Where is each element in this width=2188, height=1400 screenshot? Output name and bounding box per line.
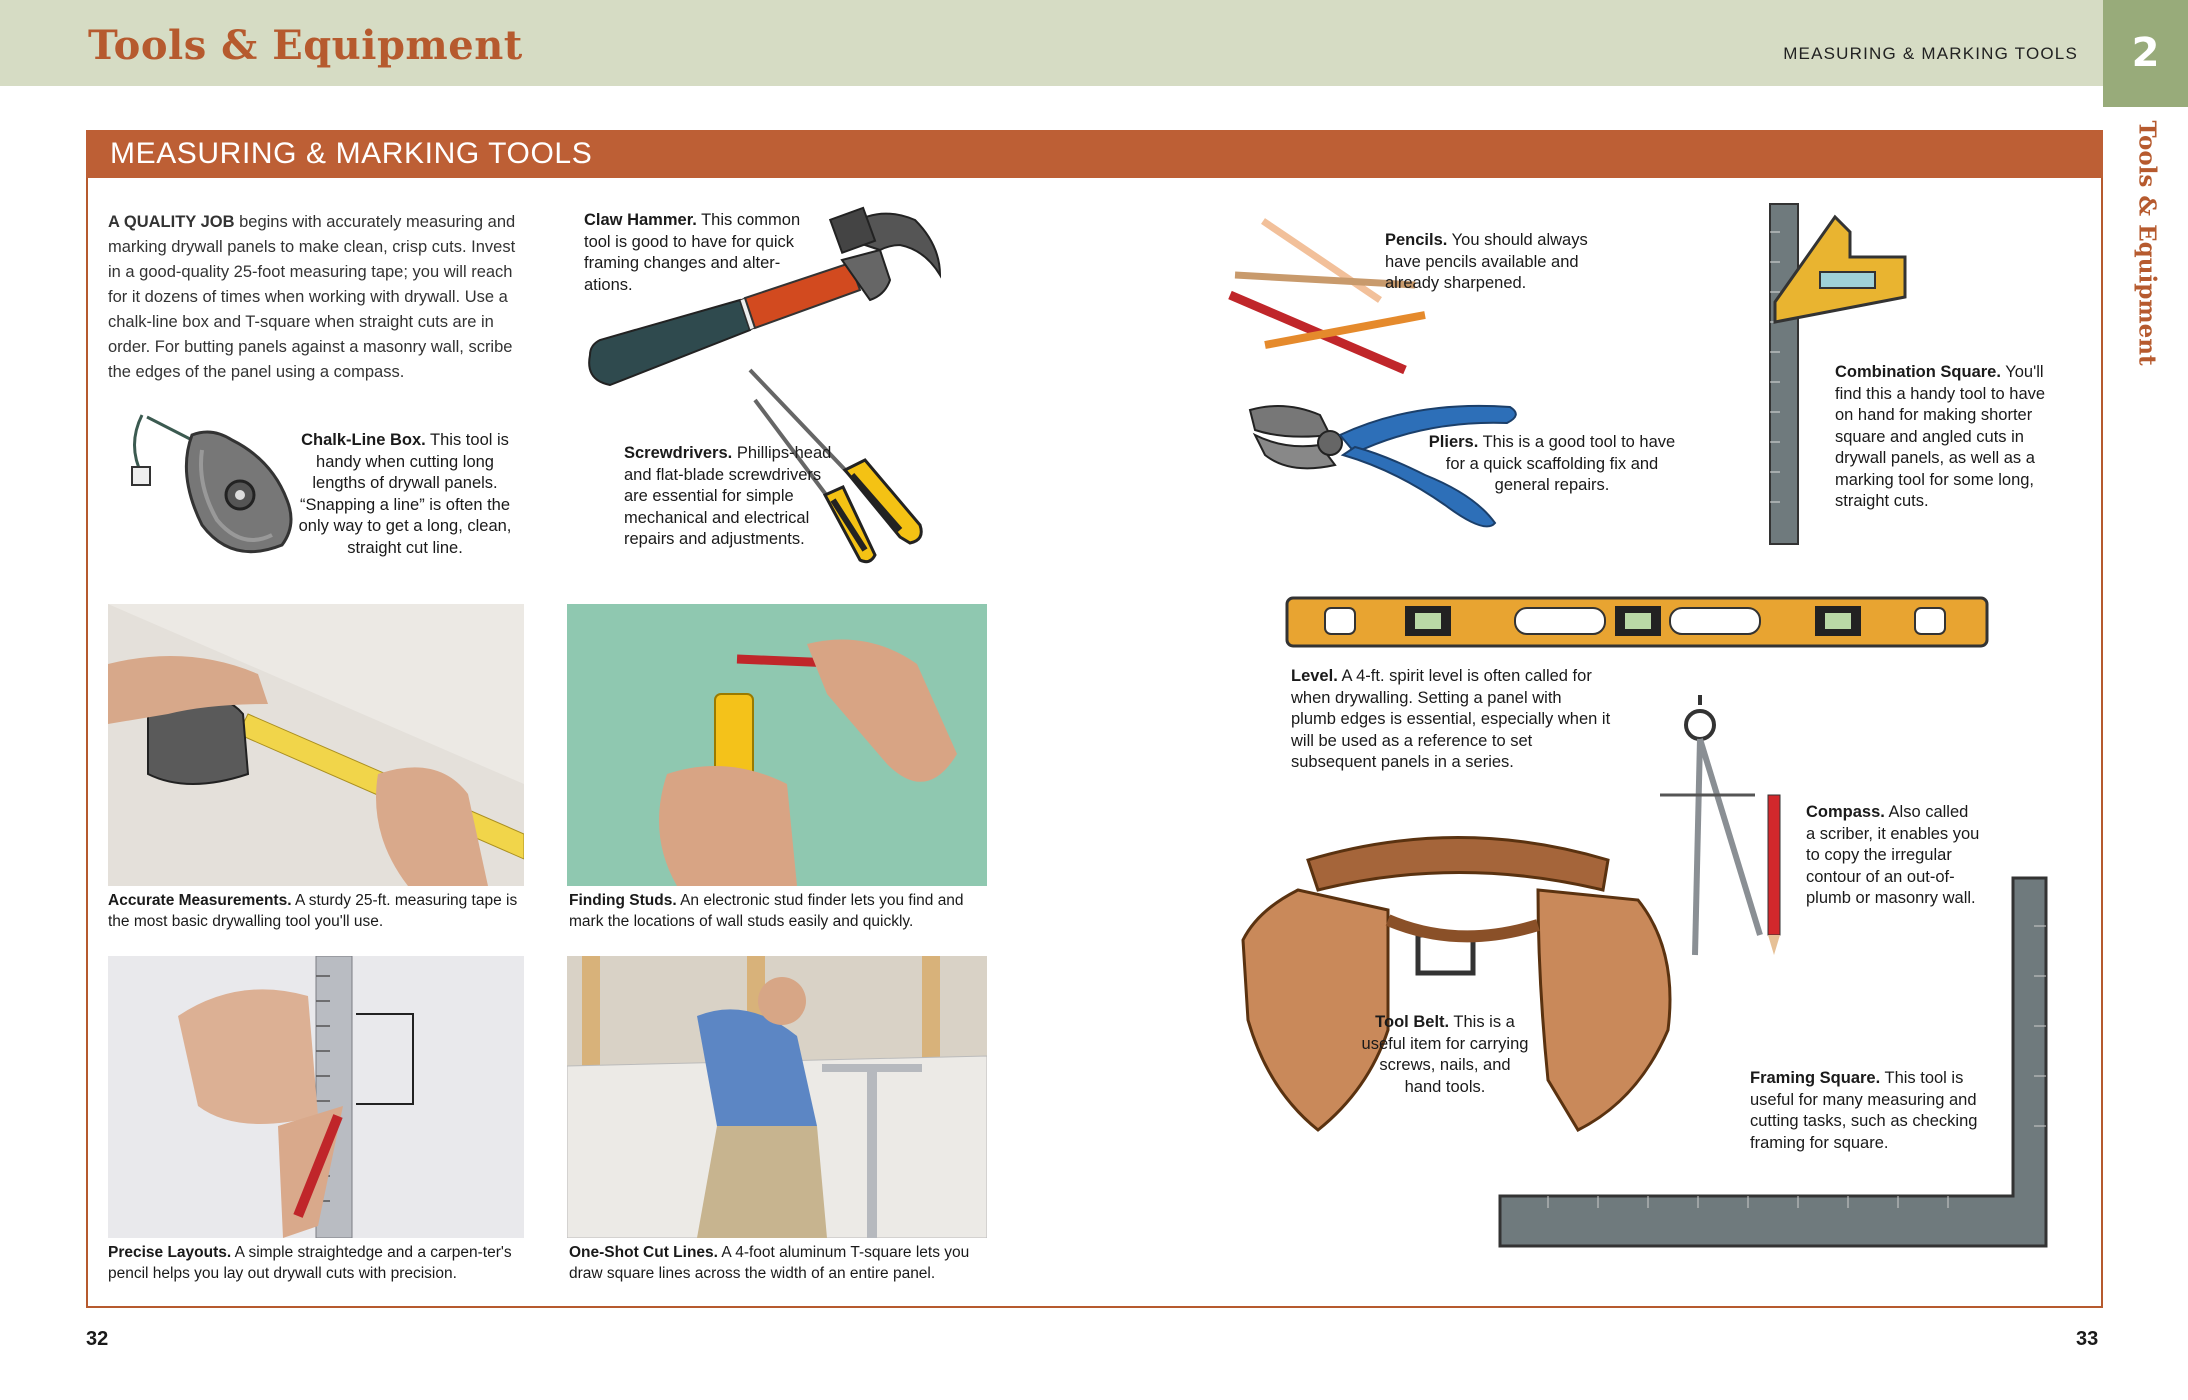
level-illustration <box>1285 596 1990 648</box>
caption-one-shot-cut-lines-title: One-Shot Cut Lines. <box>569 1244 718 1261</box>
framing-square-illustration <box>1498 876 2048 1248</box>
book-title: Tools & Equipment <box>88 22 523 69</box>
framing-square-text <box>1750 1068 1990 1154</box>
chalk-line-box-desc: This tool is handy when cutting long lengths of drywall panels. “Snapping a line” is often the only way to get a long, clean, straight cut line. <box>298 431 512 557</box>
tool-belt-name: Tool Belt. <box>1375 1013 1450 1031</box>
caption-one-shot-cut-lines <box>569 1242 999 1284</box>
tool-belt-desc: This is a useful item for carrying screws, nails, and hand tools. <box>1361 1013 1529 1096</box>
framing-square-name: Framing Square. <box>1750 1069 1881 1087</box>
photo-accurate-measurements <box>108 604 524 886</box>
intro-paragraph <box>108 210 528 385</box>
screwdrivers-desc: Phillips-head and flat-blade screwdrivers are essential for simple mechanical and electrical repairs and adjustments. <box>624 444 832 548</box>
pencils-name: Pencils. <box>1385 231 1448 249</box>
pliers-desc: This is a good tool to have for a quick scaffolding fix and general repairs. <box>1445 433 1676 494</box>
running-head: MEASURING & MARKING TOOLS <box>1783 44 2078 63</box>
section-title: MEASURING & MARKING TOOLS <box>110 137 593 170</box>
caption-precise-layouts-title: Precise Layouts. <box>108 1244 232 1261</box>
caption-one-shot-cut-lines-text: A 4-foot aluminum T-square lets you draw square lines across the width of an entire panel. <box>569 1244 970 1282</box>
chalk-line-box-name: Chalk-Line Box. <box>301 431 426 449</box>
caption-precise-layouts-text: A simple straightedge and a carpen-ter's pencil helps you lay out drywall cuts with precision. <box>108 1244 512 1282</box>
level-name: Level. <box>1291 667 1338 685</box>
side-title <box>2122 120 2172 392</box>
photo-precise-layouts <box>108 956 524 1238</box>
caption-accurate-measurements-title: Accurate Measurements. <box>108 892 292 909</box>
claw-hammer-name: Claw Hammer. <box>584 211 697 229</box>
pliers-text <box>1422 432 1682 497</box>
photo-one-shot-cut-lines <box>567 956 987 1238</box>
screwdrivers-name: Screwdrivers. <box>624 444 733 462</box>
caption-accurate-measurements <box>108 890 528 932</box>
framing-square-desc: This tool is useful for many measuring and cutting tasks, such as checking framing for square. <box>1750 1069 1978 1152</box>
combination-square-desc: You'll find this a handy tool to have on hand for making shorter square and angled cuts in drywall panels, as well as a marking tool for some long, straight cuts. <box>1835 363 2046 510</box>
caption-finding-studs-text: An electronic stud finder lets you find and mark the locations of wall studs easily and quickly. <box>569 892 964 930</box>
caption-accurate-measurements-text: A sturdy 25-ft. measuring tape is the most basic drywalling tool you'll use. <box>108 892 518 930</box>
caption-finding-studs <box>569 890 989 932</box>
intro-body: begins with accurately measuring and marking drywall panels to make clean, crisp cuts. Invest in a good-quality 25-foot measuring tape; you will reach for it dozens of times when working with drywall. Use a chalk-line box and T-square when straight cuts are in order. For butting panels against a masonry wall, scribe the edges of the panel using a compass. <box>108 213 516 381</box>
intro-lead: A QUALITY JOB <box>108 213 235 231</box>
page-number-left: 32 <box>86 1328 109 1350</box>
caption-precise-layouts <box>108 1242 538 1284</box>
compass-name: Compass. <box>1806 803 1885 821</box>
chapter-tab: 2 <box>2103 0 2188 107</box>
screwdrivers-text <box>624 443 834 551</box>
pencils-desc: You should always have pencils available and already sharpened. <box>1385 231 1588 292</box>
pliers-name: Pliers. <box>1428 433 1479 451</box>
chalk-line-box-text <box>290 430 520 559</box>
combination-square-text <box>1835 362 2050 513</box>
chalk-line-box-illustration <box>122 405 302 570</box>
level-desc: A 4-ft. spirit level is often called for when drywalling. Setting a panel with plumb edges is essential, especially when it will be used as a reference to set subsequent panels in a series. <box>1291 667 1611 771</box>
caption-finding-studs-title: Finding Studs. <box>569 892 677 909</box>
side-title-text: Tools & Equipment <box>2133 120 2161 366</box>
compass-desc: Also called a scriber, it enables you to copy the irregular contour of an out-of-plumb or masonry wall. <box>1806 803 1980 907</box>
claw-hammer-desc: This common tool is good to have for quick framing changes and alter-ations. <box>584 211 801 294</box>
level-text <box>1291 666 1611 774</box>
combination-square-name: Combination Square. <box>1835 363 2001 381</box>
pencils-text <box>1385 230 1625 295</box>
page-number-right: 33 <box>2076 1328 2099 1350</box>
photo-finding-studs <box>567 604 987 886</box>
